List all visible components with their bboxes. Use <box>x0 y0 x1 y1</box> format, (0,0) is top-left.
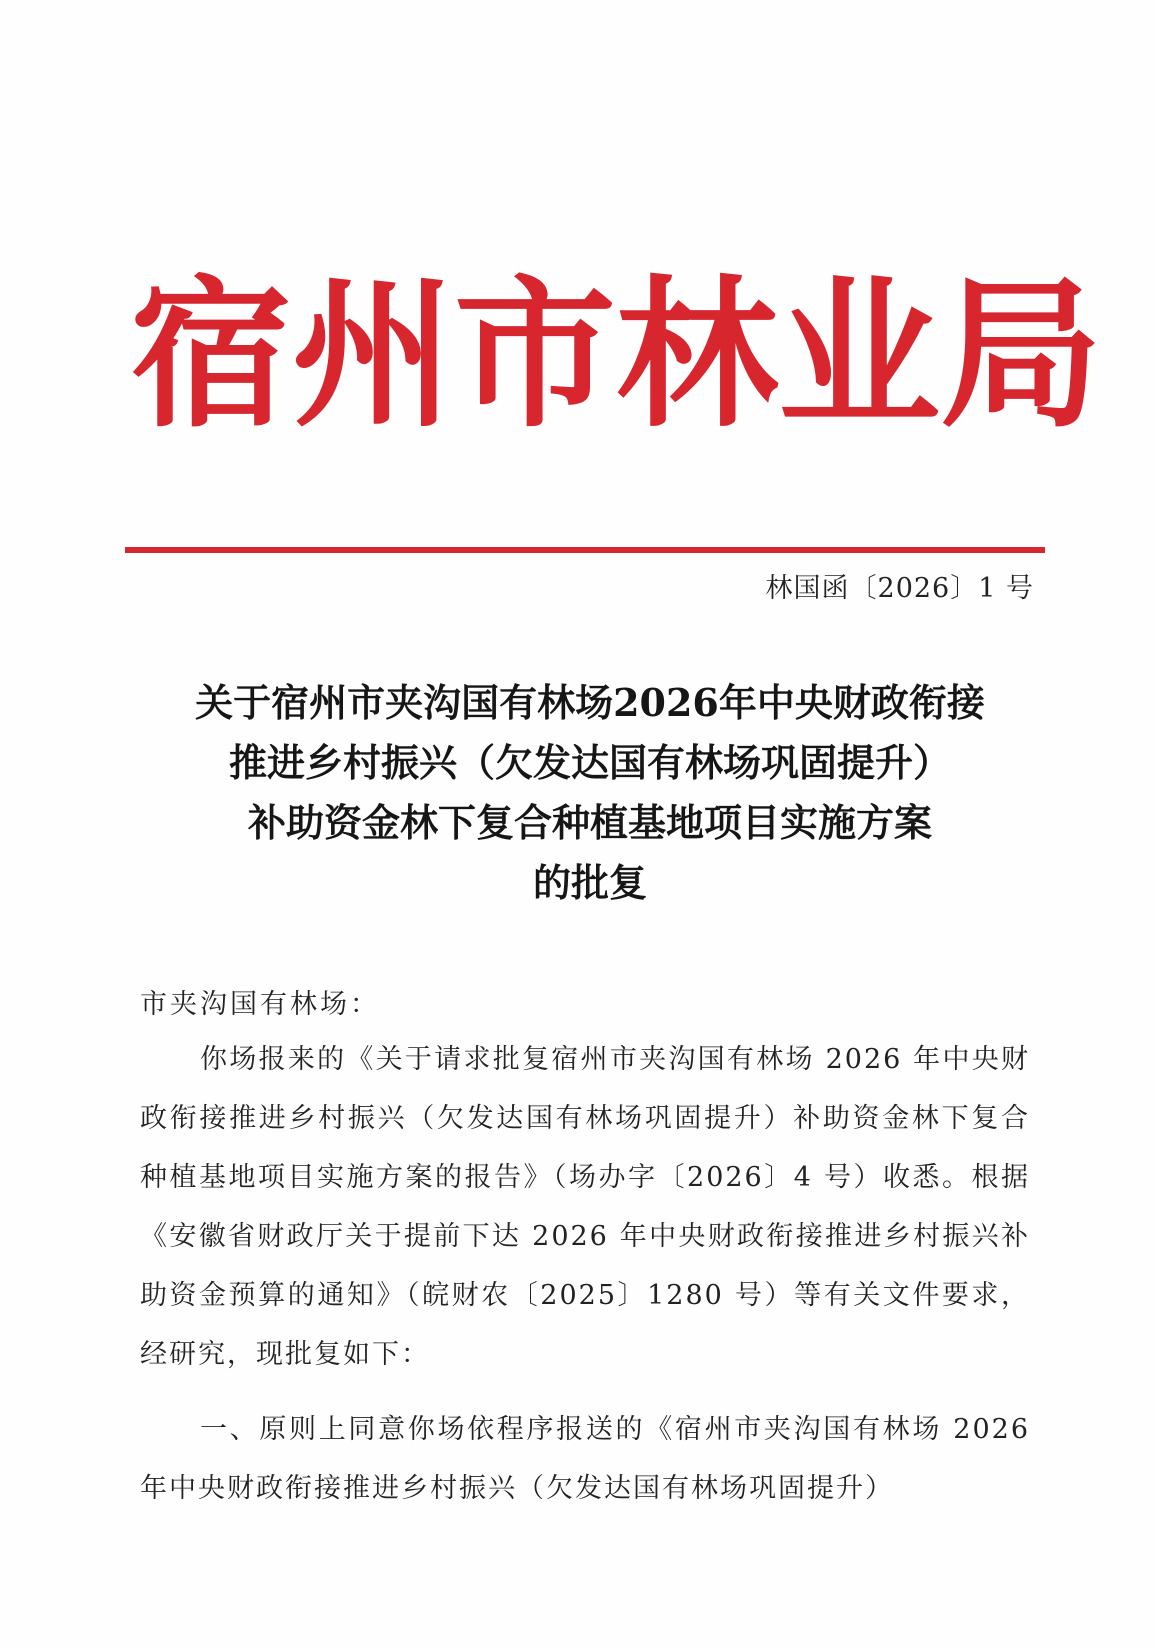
letterhead-char: 局 <box>940 260 1102 450</box>
letterhead-char: 业 <box>778 260 940 450</box>
body-paragraph: 一、原则上同意你场依程序报送的《宿州市夹沟国有林场 2026 年中央财政衔接推进乡村振兴（欠发达国有林场巩固提升） <box>140 1414 1030 1504</box>
title-line: 补助资金林下复合种植基地项目实施方案 <box>247 800 932 845</box>
title-line: 关于宿州市夹沟国有林场2026年中央财政衔接 <box>195 680 985 725</box>
letterhead-char: 林 <box>616 260 778 450</box>
letterhead-char: 市 <box>454 260 616 450</box>
document-title <box>90 673 1090 913</box>
letterhead-char: 州 <box>292 260 454 450</box>
letterhead-char: 宿 <box>130 260 292 450</box>
body-paragraph: 你场报来的《关于请求批复宿州市夹沟国有林场 2026 年中央财政衔接推进乡村振兴（欠发达国有林场巩固提升）补助资金林下复合种植基地项目实施方案的报告》（场办字〔2026〕4 号）收悉。根据《安徽省财政厅关于提前下达 2026 年中央财政衔接推进乡村振兴补助资金预算的通知》（皖财农〔2025〕1280 号）等有关文件要求，经研究，现批复如下： <box>140 1044 1030 1370</box>
title-line: 推进乡村振兴（欠发达国有林场巩固提升） <box>228 740 951 785</box>
salutation: 市夹沟国有林场： <box>140 989 380 1020</box>
letterhead-red-rule <box>125 547 1045 553</box>
title-line: 的批复 <box>532 860 647 905</box>
letterhead-organization <box>130 255 1102 455</box>
document-number: 林国函〔2026〕1 号 <box>765 573 1034 604</box>
